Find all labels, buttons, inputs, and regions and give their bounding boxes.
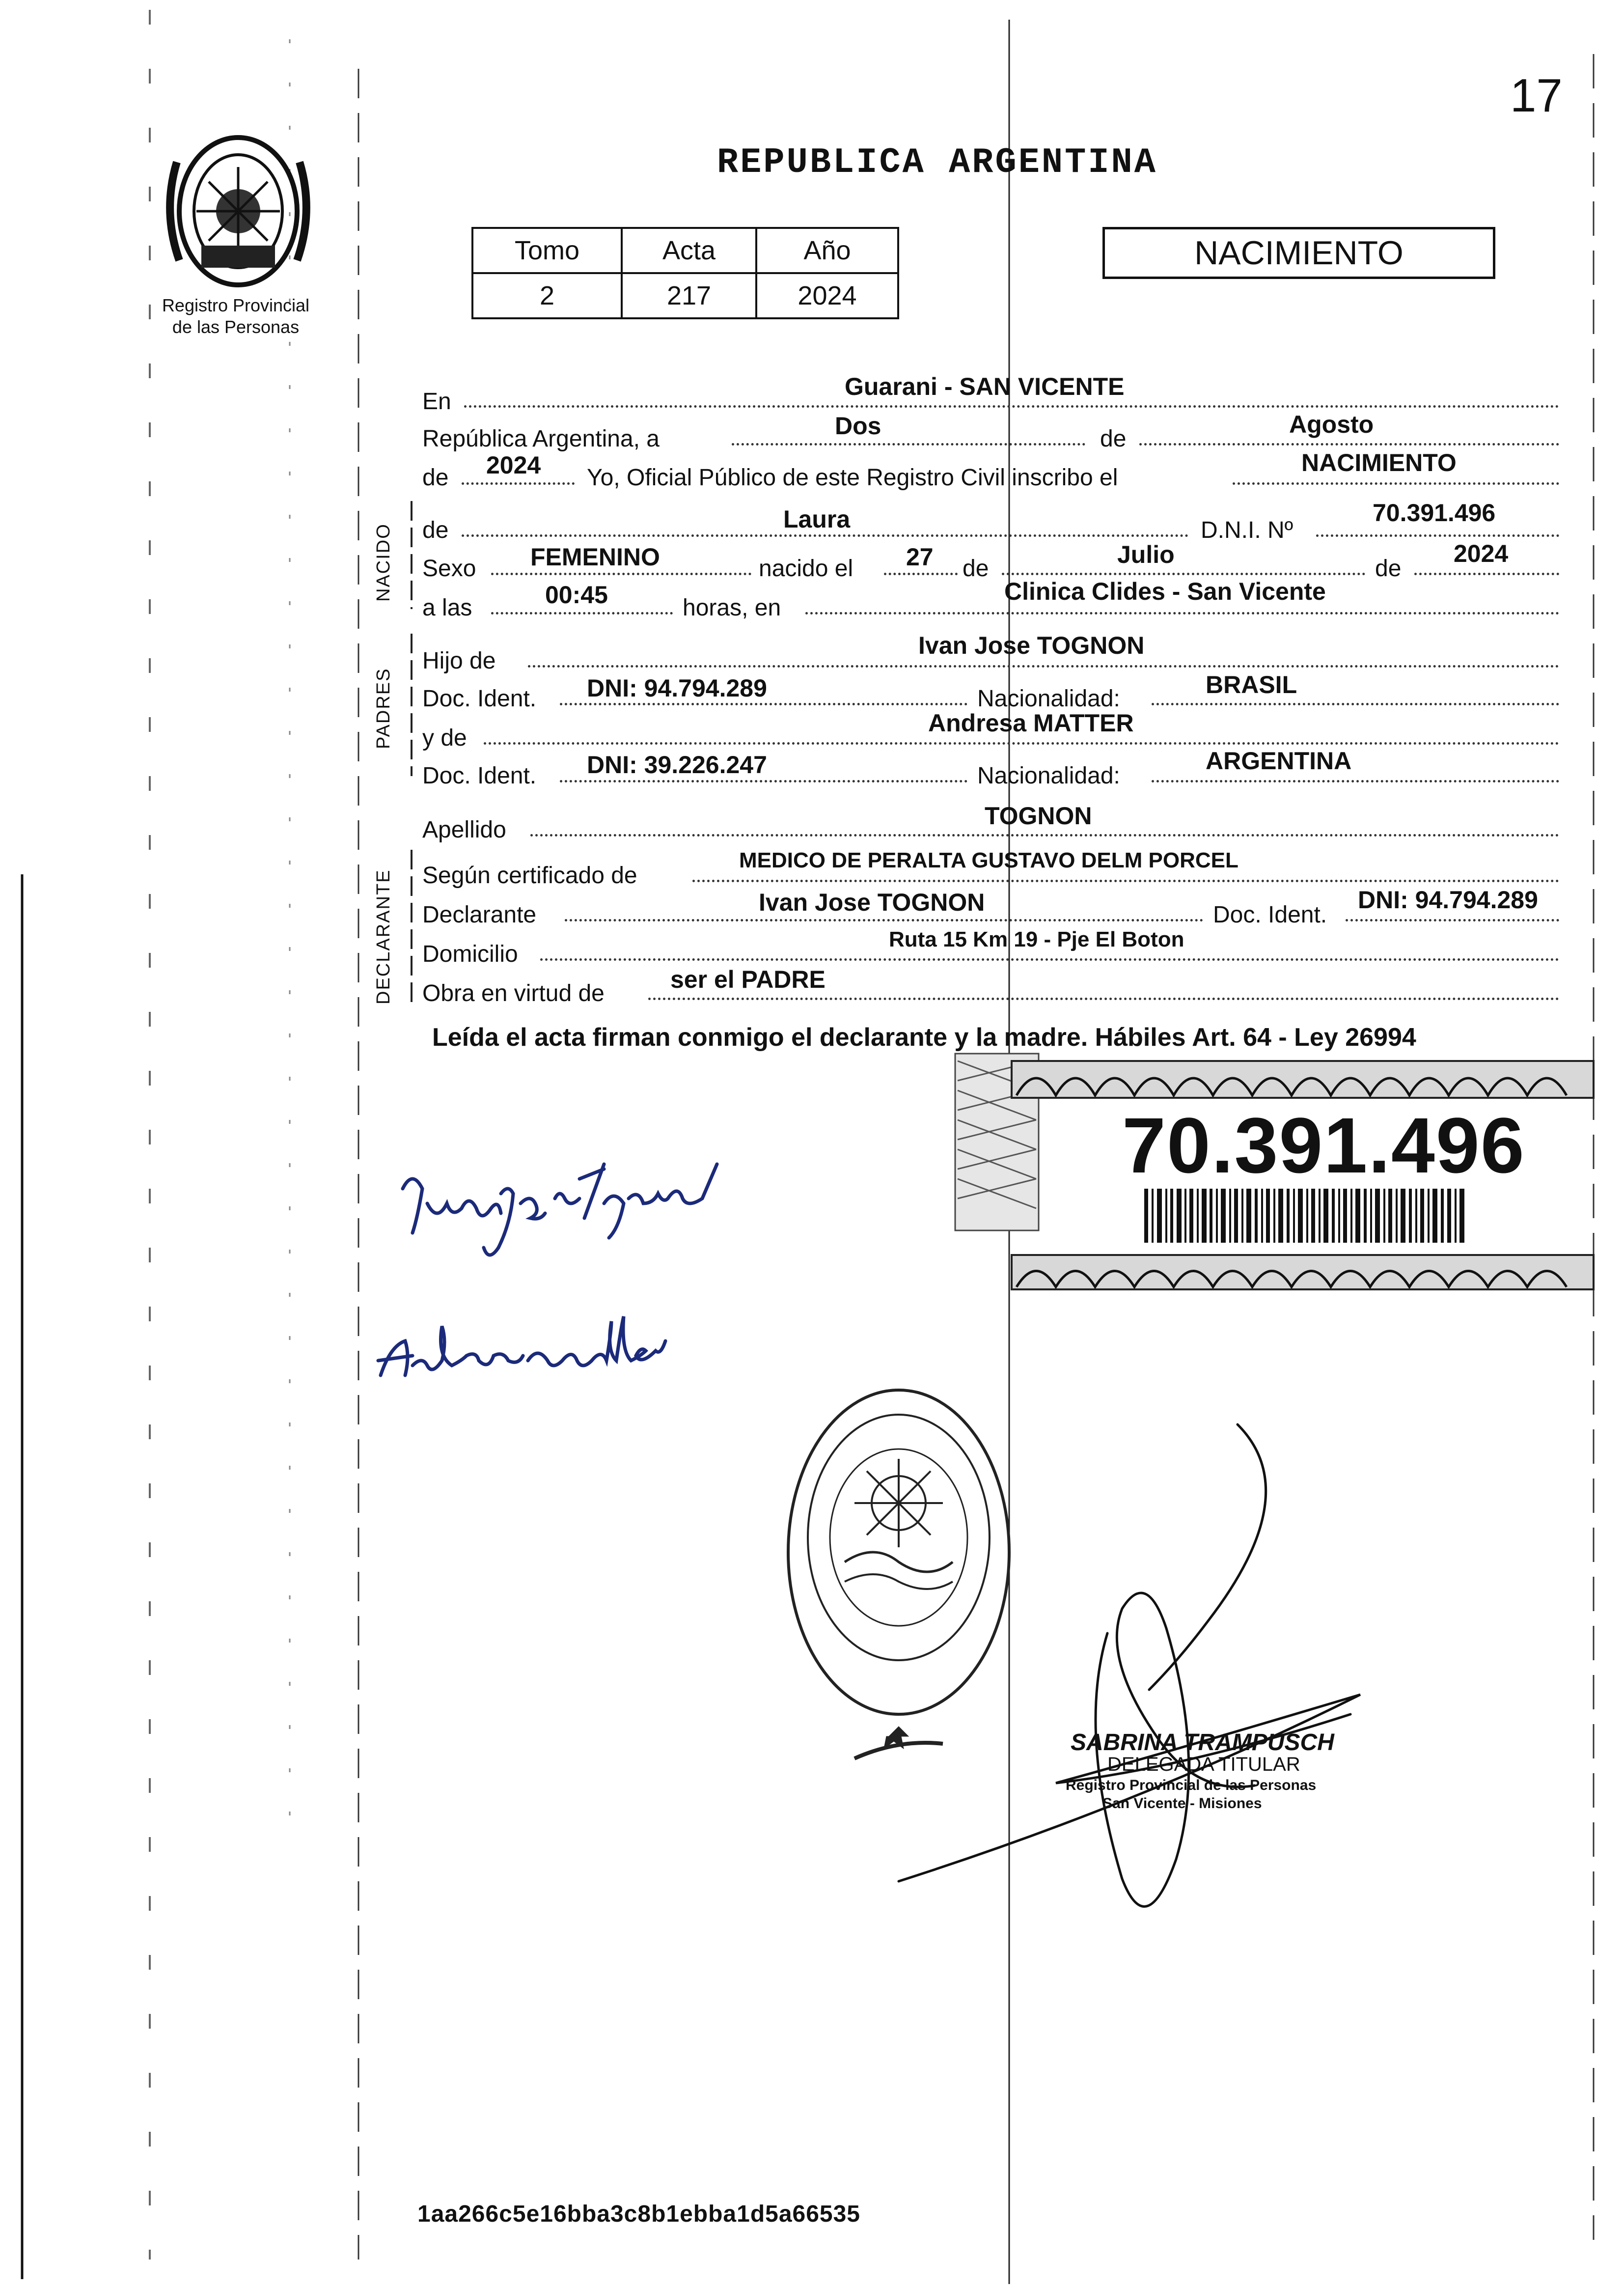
- dotted-line: [805, 612, 1559, 614]
- value-child-dni: 70.391.496: [1373, 499, 1496, 527]
- label-de-year: de: [422, 465, 449, 491]
- dotted-line: [1152, 703, 1559, 705]
- dotted-line: [648, 998, 1559, 1000]
- value-birth-month: Julio: [1117, 541, 1175, 568]
- dotted-line: [462, 534, 1188, 537]
- dotted-line: [884, 573, 958, 575]
- value-obra: ser el PADRE: [670, 966, 826, 993]
- document-title: REPUBLICA ARGENTINA: [717, 142, 1157, 183]
- ref-value-tomo: 2: [472, 273, 622, 318]
- dotted-line: [560, 703, 967, 705]
- dotted-line: [491, 612, 673, 614]
- ref-value-acta: 217: [622, 273, 756, 318]
- label-de-month: de: [963, 556, 989, 582]
- dotted-line: [1414, 573, 1559, 575]
- label-en: En: [422, 389, 451, 415]
- value-birth-day: 27: [906, 543, 934, 571]
- registry-caption-line1: Registro Provincial: [162, 295, 310, 315]
- label-horas-en: horas, en: [683, 595, 781, 621]
- dotted-line: [560, 780, 967, 782]
- dotted-line: [530, 834, 1559, 837]
- dotted-line: [1316, 534, 1559, 537]
- label-hijo-de: Hijo de: [422, 648, 496, 674]
- dni-sticker-number: 70.391.496: [1122, 1101, 1525, 1189]
- value-birth-year: 2024: [1454, 540, 1509, 567]
- value-month: Agosto: [1289, 411, 1374, 438]
- label-doc-ident-declarante: Doc. Ident.: [1213, 902, 1327, 928]
- value-place-of-registry: Guarani - SAN VICENTE: [845, 373, 1125, 400]
- ref-header-ano: Año: [756, 228, 898, 273]
- label-dni: D.N.I. Nº: [1201, 517, 1294, 543]
- record-type-box: NACIMIENTO: [1102, 227, 1495, 279]
- label-de-birth-year: de: [1375, 556, 1402, 582]
- label-domicilio: Domicilio: [422, 941, 518, 967]
- ref-header-acta: Acta: [622, 228, 756, 273]
- record-reference-table: [471, 227, 899, 319]
- ref-value-row: [472, 273, 898, 318]
- section-label-nacido: NACIDO: [373, 523, 394, 602]
- label-nacionalidad-mother: Nacionalidad:: [977, 763, 1120, 789]
- registry-logo: [170, 138, 306, 285]
- label-y-de: y de: [422, 725, 467, 751]
- dotted-line: [1152, 780, 1559, 782]
- value-domicilio: Ruta 15 Km 19 - Pje El Boton: [889, 927, 1184, 951]
- dotted-line: [1002, 573, 1365, 575]
- section-label-declarante: DECLARANTE: [373, 869, 394, 1004]
- label-de: de: [1100, 426, 1127, 452]
- dotted-line: [1139, 443, 1559, 446]
- registry-caption: [123, 295, 349, 338]
- dotted-line: [692, 880, 1559, 882]
- dotted-line: [464, 405, 1559, 408]
- mother-signature: [378, 1316, 665, 1375]
- label-nacionalidad-father: Nacionalidad:: [977, 686, 1120, 712]
- value-mother-doc: DNI: 39.226.247: [587, 751, 767, 779]
- label-declarante: Declarante: [422, 902, 537, 928]
- dotted-line: [565, 919, 1203, 921]
- dotted-line: [484, 742, 1559, 745]
- value-apellido: TOGNON: [985, 802, 1092, 830]
- value-act-type: NACIMIENTO: [1301, 449, 1457, 476]
- ref-value-ano: 2024: [756, 273, 898, 318]
- label-obra-en-virtud: Obra en virtud de: [422, 980, 605, 1006]
- label-doc-ident-mother: Doc. Ident.: [422, 763, 537, 789]
- value-sexo: FEMENINO: [530, 543, 660, 571]
- value-day: Dos: [835, 412, 881, 440]
- official-signature: [899, 1424, 1360, 1906]
- label-doc-ident-father: Doc. Ident.: [422, 686, 537, 712]
- value-child-name: Laura: [783, 505, 851, 533]
- closing-statement: Leída el acta firman conmigo el declarante y la madre. Hábiles Art. 64 - Ley 26994: [432, 1023, 1416, 1052]
- dotted-line: [528, 665, 1559, 668]
- page-number: 17: [1510, 69, 1563, 122]
- father-signature: [403, 1164, 717, 1255]
- value-birth-time: 00:45: [545, 581, 608, 609]
- label-nacido-el: nacido el: [759, 556, 853, 582]
- value-certificate: MEDICO DE PERALTA GUSTAVO DELM PORCEL: [739, 848, 1239, 872]
- section-label-padres: PADRES: [373, 668, 394, 749]
- label-yo-oficial: Yo, Oficial Público de este Registro Civil inscribo el: [587, 465, 1118, 491]
- value-father-nationality: BRASIL: [1206, 671, 1297, 698]
- ref-header-row: [472, 228, 898, 273]
- value-year: 2024: [486, 451, 541, 479]
- dotted-line: [540, 958, 1559, 961]
- dotted-line: [462, 482, 575, 485]
- dotted-line: [732, 443, 1085, 446]
- value-mother-name: Andresa MATTER: [928, 709, 1134, 737]
- label-republica: República Argentina, a: [422, 426, 660, 452]
- value-father-name: Ivan Jose TOGNON: [918, 632, 1145, 659]
- official-role: DELEGADA TITULAR: [1107, 1754, 1300, 1775]
- dotted-line: [1346, 919, 1559, 921]
- value-father-doc: DNI: 94.794.289: [587, 674, 767, 702]
- barcode: [1144, 1189, 1464, 1243]
- dotted-line: [1233, 482, 1559, 485]
- label-apellido: Apellido: [422, 817, 506, 843]
- value-declarante: Ivan Jose TOGNON: [759, 889, 985, 916]
- official-seal: [788, 1390, 1009, 1758]
- label-a-las: a las: [422, 595, 472, 621]
- dotted-line: [491, 573, 751, 575]
- official-registry: Registro Provincial de las Personas: [1066, 1777, 1317, 1793]
- label-de-name: de: [422, 517, 449, 543]
- value-birth-place: Clinica Clides - San Vicente: [1004, 578, 1326, 605]
- value-declarante-doc: DNI: 94.794.289: [1358, 886, 1538, 914]
- label-sexo: Sexo: [422, 556, 476, 582]
- value-mother-nationality: ARGENTINA: [1206, 747, 1352, 775]
- label-segun-certificado: Según certificado de: [422, 863, 637, 889]
- registry-caption-line2: de las Personas: [172, 317, 300, 337]
- official-place: San Vicente - Misiones: [1102, 1795, 1262, 1812]
- document-hash: 1aa266c5e16bba3c8b1ebba1d5a66535: [417, 2201, 860, 2227]
- official-name: SABRINA TRAMPUSCH: [1071, 1729, 1334, 1756]
- ref-header-tomo: Tomo: [472, 228, 622, 273]
